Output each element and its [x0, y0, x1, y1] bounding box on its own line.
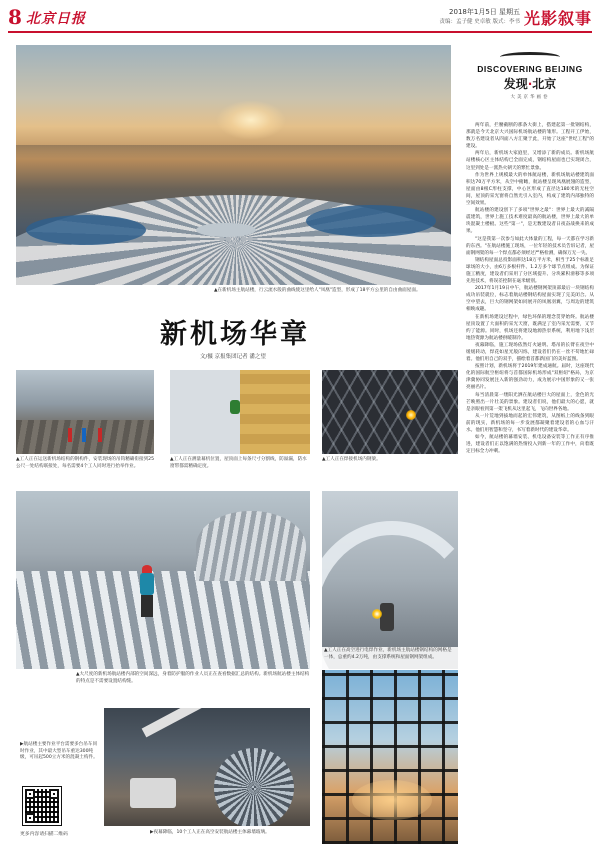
column-logo-chinese-pre: 发现: [503, 77, 528, 91]
photo-workers-transport: [16, 370, 154, 454]
column-logo-chinese-post: 北京: [532, 77, 557, 91]
page-number: 8: [8, 5, 22, 29]
issue-date: 2018年1月5日 星期五: [449, 8, 520, 16]
article-paragraph: 钢结构屋面总投影面积达18万平方米，相当于25个标准足球场的大小，由6万多根杆件、1.2万多个球节点组成。为保证施工精度，建设者们采用了分区域提升、分块累积滑移等多项先进技术，将误差控制在毫米级别。: [466, 257, 594, 285]
photo-glass-curtain-wall: [322, 670, 458, 844]
header-divider: [8, 31, 592, 33]
column-logo-english: DISCOVERING BEIJING: [477, 64, 583, 74]
photo-caption: ▶夜幕降临，10个工人正在高空安装航站楼主体幕墙玻璃。: [150, 830, 270, 835]
article-paragraph: 作为世界上规模最大的单体航站楼，新机场航站楼建筑面积达70万平方米，从空中俯瞰，航站楼呈现凤凰展翅的造型，屋面由8根C形柱支撑，中心区形成了直径达180米的无柱空间，屋顶的采光窗将自然光引入室内，构成了建筑内部独特的空间效果。: [466, 172, 594, 207]
article-byline: 文/摄 京报集团记者 潘之望: [200, 354, 266, 360]
article-paragraph: 两年后，新机场大家庭里，又增添了新的成员。新机场航站楼核心区主体结构已全面完成，钢结构屋面也已实现闭合，这里到处是一派热火朝天的繁忙景象。: [466, 151, 594, 171]
article-paragraph: 每当清晨第一缕阳光洒在航站楼巨大的屋面上，金色的光芒映照出一片壮美的景象。建设者们说，他们最大的心愿，就是亲眼看到第一架飞机从这里起飞，飞向世界各地。: [466, 392, 594, 412]
photo-caption: ▲工人正在焊接机场内钢梁。: [322, 457, 381, 462]
photo-high-altitude-welding: [322, 491, 458, 669]
qr-code-label: 更多内容请扫描二维码: [20, 832, 68, 837]
photo-caption: ▲工人正在运送新机场结构的钢构件，安装现场的吊钩精确衔接到25公尺一处结构联接处，每名需要4个工人同时进行抬举作业。: [16, 457, 155, 469]
photo-caption: ▲大尺度的新机场航站楼内部的空间深远，身着防护服的作业人员正在查看数据汇总的结构。新机场航站楼主体结构的特点是不需要设置结构缝。: [76, 672, 310, 684]
hero-caption: ▲在新机场主航站楼，行云流水般的曲线使这里给人"凤凰"造型，形成了18平方公里的自由曲面屋面。: [214, 288, 421, 293]
qr-code-icon[interactable]: [22, 786, 62, 826]
editor-credits: 责编：孟子健 史卓敏 版式：李书: [439, 19, 520, 25]
newspaper-masthead: 北京日报: [26, 11, 86, 27]
photo-crane-operation: [104, 708, 310, 826]
article-paragraph: 两年前，拦腰截断的那条大街上，搭建起第一批钢结构，那就是今天北京大兴国际机场航站楼的雏形。工程开工伊始，数万名建设者从四面八方汇聚于此，开始了这座"世纪工程"的建设。: [466, 123, 594, 150]
photo-worker-on-roof: [16, 491, 310, 669]
article-body: [466, 122, 594, 844]
column-logo-subtitle: 大美京华画卷: [510, 95, 550, 100]
photo-caption: ▲工人正在高空进行电焊作业，新机场主航站楼钢结构的网格是一体，总重约4.2万吨，由支撑系统和屋面钢网架组成。: [322, 647, 458, 669]
photo-caption: ▲工人正在测量幕机位置，屋顶面上每条尺寸分割线，防溢漏，防水窗带都需精确定度。: [170, 457, 307, 469]
photo-welding-steel: [322, 370, 458, 454]
article-headline: 新机场华章: [160, 319, 310, 350]
article-paragraph: 航站楼的建设创下了多项"世界之最"：世界上最大的减隔震建筑，世界上施工技术难度最高的航站楼，世界上最大的单块混凝土楼板。这些"第一"，是无数建设者日夜奋战换来的成果。: [466, 208, 594, 235]
column-logo: [470, 52, 590, 110]
article-paragraph: 如今，航站楼的幕墙安装、机电设备安装等工作正有序推进，建设者们正以饱满的热情投入到新一年的工作中，向着既定目标全力冲刺。: [466, 435, 594, 455]
column-logo-chinese: [470, 75, 590, 92]
article-paragraph: 在新机场建设过程中，绿色环保的理念贯穿始终。航站楼屋顶设置了大面积的采光天窗，既满足了室内采光需要，又节约了能源。同时，机场还将建设地源热泵系统，利用地下浅层地热资源为航站楼供暖制冷。: [466, 314, 594, 341]
article-paragraph: 2017年1月19日中午，航站楼钢网架顶部最后一块钢结构成功吊装就位，标志着航站楼钢结构屋面实现了完美闭合。从空中望去，巨大的钢网架如同展开的凤凰羽翼，与周边的建筑相映成趣。: [466, 286, 594, 313]
article-paragraph: "这是我第一次参与如此大体量的工程，每一天都在学习新的东西。"在航站楼施工现场，一位年轻的技术员告诉记者，屋面钢网架的每一个焊点都必须经过严格检测，确保万无一失。: [466, 236, 594, 256]
photo-worker-measuring: [170, 370, 310, 454]
column-logo-dot: ·: [527, 77, 533, 91]
article-paragraph: 夜幕降临，施工现场依然灯火通明。塔吊的长臂在夜空中缓缓转动，焊花如星光般闪烁，建设者们仍在一丝不苟地忙碌着。他们用自己的双手，描绘着首都新国门的美好蓝图。: [466, 342, 594, 363]
photo-caption: ▶航站楼主要作业平台需要多台吊车同时作业，其中最大型吊车重达300吨级，可吊起500立方米的混凝土构件。: [20, 742, 98, 760]
page-header: [8, 6, 592, 30]
section-title: 光影叙事: [523, 9, 592, 28]
article-paragraph: 从一片荒地到拔地而起的宏伟建筑，从图纸上的线条到眼前的现实，新机场的每一步发展都凝聚着建设者的心血与汗水。他们用智慧和坚守，书写着新时代的建设华章。: [466, 413, 594, 434]
article-paragraph: 按照计划，新机场将于2019年建成通航。届时，这座现代化的国际航空枢纽将与首都国际机场形成"双枢纽"格局，为京津冀协同发展注入新的强劲动力，成为展示中国形象的又一张亮丽名片。: [466, 364, 594, 391]
arch-logo-icon: [500, 52, 560, 62]
hero-photo-terminal-roof: [16, 45, 451, 285]
